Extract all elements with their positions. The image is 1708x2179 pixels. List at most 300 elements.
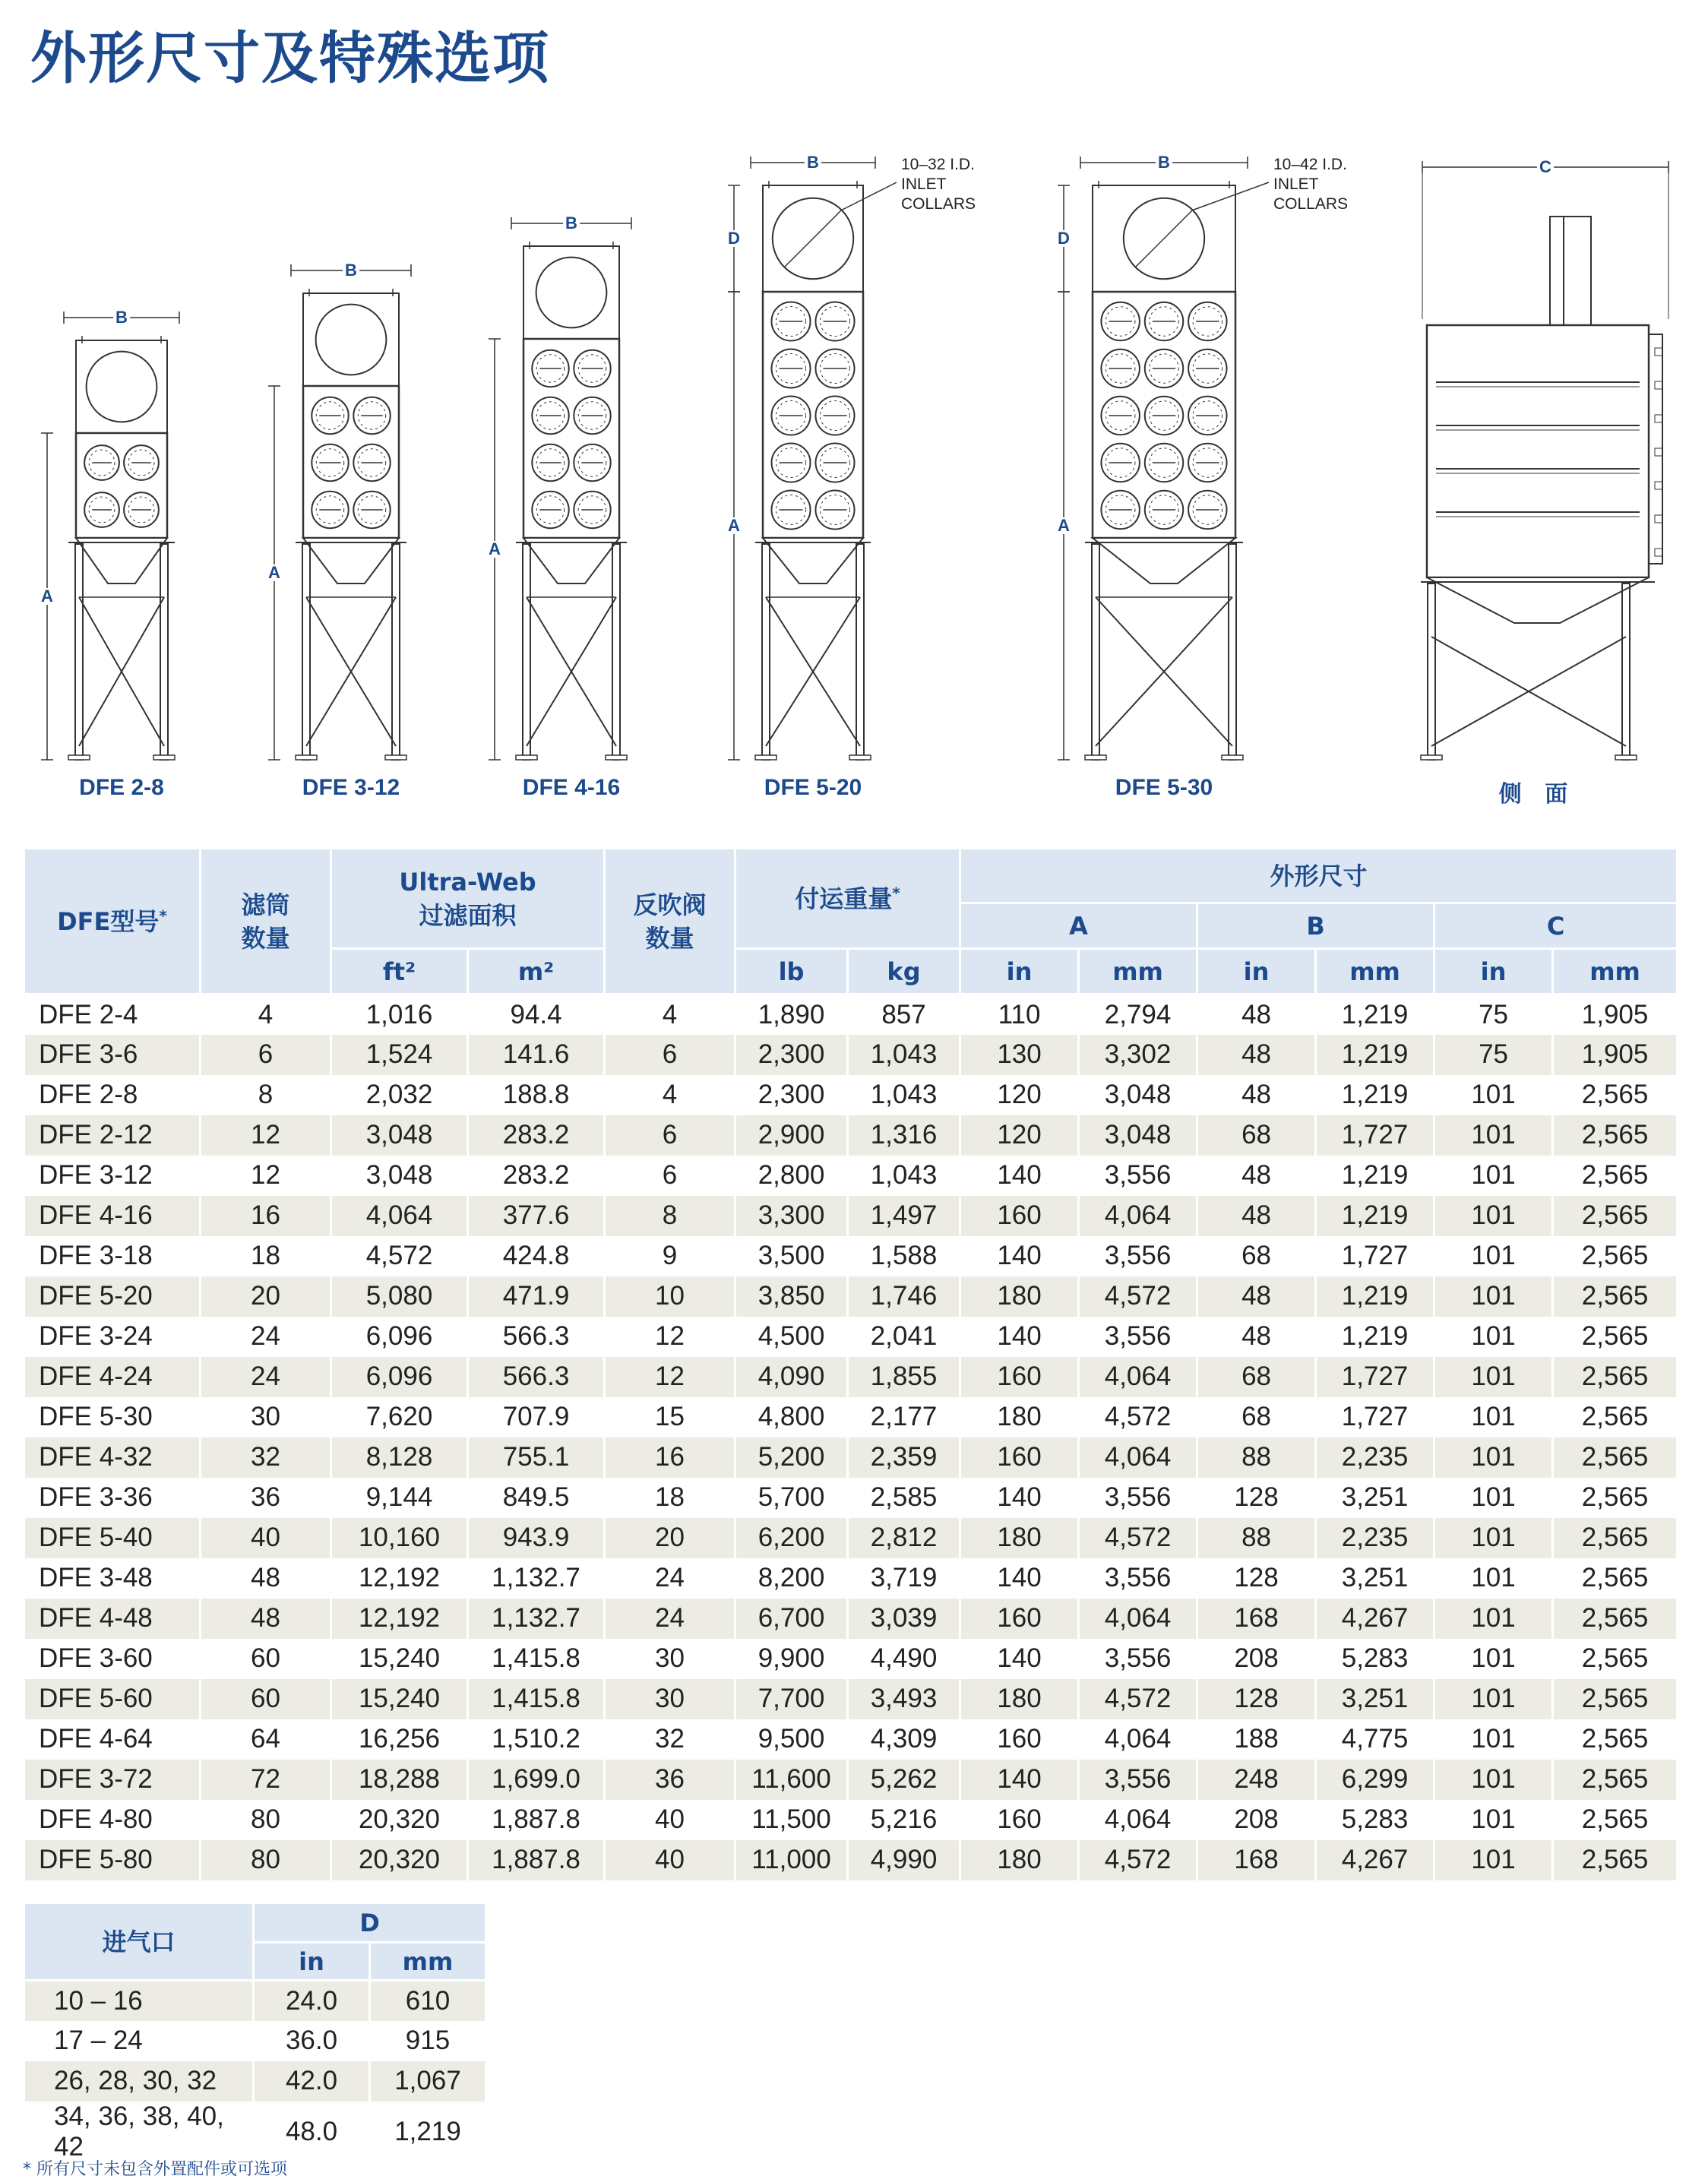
cell-weight-lb: 5,700 xyxy=(735,1478,848,1518)
cell-area-ft2: 12,192 xyxy=(331,1599,468,1639)
table-row xyxy=(24,1639,1678,1679)
cell-filters: 36 xyxy=(201,1478,331,1518)
cell-area-m2: 849.5 xyxy=(468,1478,605,1518)
dimension-label-a: A xyxy=(486,541,503,558)
cell-c-mm: 2,565 xyxy=(1553,1317,1678,1357)
cell-filters: 24 xyxy=(201,1317,331,1357)
cell-weight-kg: 5,262 xyxy=(848,1760,960,1800)
cell-weight-kg: 1,746 xyxy=(848,1276,960,1317)
cell-a-in: 160 xyxy=(960,1599,1079,1639)
cell-a-mm: 4,572 xyxy=(1079,1518,1197,1558)
table-row xyxy=(24,1558,1678,1599)
cell-weight-lb: 3,300 xyxy=(735,1196,848,1236)
support-leg xyxy=(1092,544,1099,760)
cell-model: DFE 4-16 xyxy=(24,1196,201,1236)
side-foot-plate xyxy=(1421,755,1442,760)
cell-c-in: 101 xyxy=(1434,1478,1553,1518)
table-row xyxy=(24,2061,486,2102)
cell-a-in: 140 xyxy=(960,1639,1079,1679)
hopper xyxy=(303,538,399,583)
cell-area-m2: 566.3 xyxy=(468,1317,605,1357)
table-row xyxy=(24,1800,1678,1840)
cell-valves: 30 xyxy=(605,1679,735,1719)
cell-c-mm: 2,565 xyxy=(1553,1800,1678,1840)
cell-model: DFE 3-6 xyxy=(24,1035,201,1075)
support-leg xyxy=(762,544,770,760)
cell-c-mm: 2,565 xyxy=(1553,1639,1678,1679)
cell-valves: 18 xyxy=(605,1478,735,1518)
header-inlet-d: D xyxy=(254,1903,486,1943)
dimension-drawings xyxy=(0,137,1708,821)
dimension-label-b: B xyxy=(1156,154,1172,171)
dimension-label-b: B xyxy=(805,154,821,171)
cell-area-ft2: 3,048 xyxy=(331,1156,468,1196)
cell-a-mm: 3,556 xyxy=(1079,1760,1197,1800)
cell-weight-kg: 3,719 xyxy=(848,1558,960,1599)
cell-model: DFE 3-48 xyxy=(24,1558,201,1599)
cell-c-in: 101 xyxy=(1434,1437,1553,1478)
cell-a-in: 140 xyxy=(960,1558,1079,1599)
cell-weight-lb: 3,500 xyxy=(735,1236,848,1276)
cell-d-mm: 1,067 xyxy=(370,2061,486,2102)
cell-a-mm: 3,556 xyxy=(1079,1317,1197,1357)
cell-weight-kg: 857 xyxy=(848,995,960,1035)
cell-b-mm: 1,219 xyxy=(1316,1317,1434,1357)
cell-d-in: 24.0 xyxy=(254,1981,370,2021)
cell-b-mm: 5,283 xyxy=(1316,1639,1434,1679)
cell-area-m2: 566.3 xyxy=(468,1357,605,1397)
cell-area-ft2: 2,032 xyxy=(331,1075,468,1115)
cell-c-mm: 2,565 xyxy=(1553,1156,1678,1196)
side-support-leg xyxy=(1428,583,1435,760)
cell-filters: 40 xyxy=(201,1518,331,1558)
cell-area-ft2: 7,620 xyxy=(331,1397,468,1437)
side-door-panel xyxy=(1649,334,1662,564)
cell-b-in: 68 xyxy=(1197,1357,1316,1397)
inlet-table-body xyxy=(24,1981,486,2162)
cell-filters: 6 xyxy=(201,1035,331,1075)
cell-b-in: 68 xyxy=(1197,1397,1316,1437)
cell-b-in: 48 xyxy=(1197,1075,1316,1115)
cell-area-m2: 1,132.7 xyxy=(468,1599,605,1639)
cell-valves: 24 xyxy=(605,1599,735,1639)
cell-area-m2: 377.6 xyxy=(468,1196,605,1236)
cell-a-mm: 3,556 xyxy=(1079,1558,1197,1599)
unit-label: DFE 4-16 xyxy=(522,775,621,800)
table-row xyxy=(24,1981,486,2021)
cell-area-ft2: 6,096 xyxy=(331,1317,468,1357)
cell-model: DFE 4-80 xyxy=(24,1800,201,1840)
cell-a-mm: 3,556 xyxy=(1079,1478,1197,1518)
cell-b-in: 128 xyxy=(1197,1679,1316,1719)
cell-c-in: 101 xyxy=(1434,1236,1553,1276)
cell-a-in: 110 xyxy=(960,995,1079,1035)
cell-filters: 24 xyxy=(201,1357,331,1397)
dimension-label-b: B xyxy=(563,215,580,232)
dimension-label-b: B xyxy=(113,309,130,326)
cell-model: DFE 3-24 xyxy=(24,1317,201,1357)
cell-c-in: 75 xyxy=(1434,995,1553,1035)
cell-a-mm: 4,064 xyxy=(1079,1357,1197,1397)
header-m2: m² xyxy=(468,949,605,995)
cell-d-mm: 1,219 xyxy=(370,2102,486,2162)
cell-a-mm: 4,064 xyxy=(1079,1800,1197,1840)
cell-weight-lb: 6,200 xyxy=(735,1518,848,1558)
header-filter-area: Ultra-Web 过滤面积 xyxy=(331,849,605,949)
cell-c-in: 101 xyxy=(1434,1115,1553,1156)
cell-c-in: 75 xyxy=(1434,1035,1553,1075)
cell-c-in: 101 xyxy=(1434,1558,1553,1599)
dimension-label-a: A xyxy=(39,588,55,605)
cell-c-in: 101 xyxy=(1434,1840,1553,1880)
cell-model: DFE 4-24 xyxy=(24,1357,201,1397)
cell-valves: 16 xyxy=(605,1437,735,1478)
side-hopper xyxy=(1427,577,1649,623)
cell-b-in: 88 xyxy=(1197,1437,1316,1478)
dimension-label-b: C xyxy=(1537,159,1554,176)
foot-plate xyxy=(1085,755,1106,760)
table-row xyxy=(24,1317,1678,1357)
cell-valves: 9 xyxy=(605,1236,735,1276)
collector-drawings-svg xyxy=(0,137,1708,821)
cell-a-mm: 4,572 xyxy=(1079,1840,1197,1880)
cell-a-mm: 3,556 xyxy=(1079,1639,1197,1679)
side-inlet-flange xyxy=(1550,217,1564,325)
cell-c-in: 101 xyxy=(1434,1639,1553,1679)
cell-area-m2: 94.4 xyxy=(468,995,605,1035)
cell-inlet-range: 34, 36, 38, 40, 42 xyxy=(24,2102,254,2162)
cell-area-m2: 188.8 xyxy=(468,1075,605,1115)
header-dim-c: C xyxy=(1434,903,1678,949)
header-a-mm: mm xyxy=(1079,949,1197,995)
page-title: 外形尺寸及特殊选项 xyxy=(30,26,550,91)
cell-b-mm: 3,251 xyxy=(1316,1478,1434,1518)
cell-d-mm: 915 xyxy=(370,2021,486,2061)
header-kg: kg xyxy=(848,949,960,995)
inlet-collar-icon xyxy=(536,258,607,328)
cell-d-in: 48.0 xyxy=(254,2102,370,2162)
dimensions-table-body xyxy=(24,995,1678,1880)
cell-a-in: 140 xyxy=(960,1236,1079,1276)
cell-a-in: 140 xyxy=(960,1317,1079,1357)
foot-plate xyxy=(755,755,777,760)
header-dim-a: A xyxy=(960,903,1197,949)
cell-b-in: 48 xyxy=(1197,995,1316,1035)
table-row xyxy=(24,1719,1678,1760)
footnote: * 所有尺寸未包含外置配件或可选项 xyxy=(23,2160,287,2179)
inlet-collar-icon xyxy=(87,352,157,422)
side-bolt xyxy=(1655,515,1662,523)
cell-filters: 48 xyxy=(201,1558,331,1599)
side-support-leg xyxy=(1622,583,1630,760)
cell-filters: 72 xyxy=(201,1760,331,1800)
side-bolt xyxy=(1655,448,1662,456)
unit-label: DFE 5-20 xyxy=(764,775,862,800)
cell-area-ft2: 20,320 xyxy=(331,1800,468,1840)
cell-b-mm: 3,251 xyxy=(1316,1558,1434,1599)
cell-a-in: 120 xyxy=(960,1075,1079,1115)
cell-c-in: 101 xyxy=(1434,1679,1553,1719)
cell-d-in: 42.0 xyxy=(254,2061,370,2102)
cell-c-in: 101 xyxy=(1434,1317,1553,1357)
header-b-mm: mm xyxy=(1316,949,1434,995)
callout-leader-line xyxy=(1192,182,1269,210)
cell-a-mm: 4,064 xyxy=(1079,1599,1197,1639)
support-leg xyxy=(523,544,530,760)
cell-valves: 32 xyxy=(605,1719,735,1760)
cell-c-mm: 2,565 xyxy=(1553,1760,1678,1800)
cell-filters: 12 xyxy=(201,1115,331,1156)
cell-filters: 64 xyxy=(201,1719,331,1760)
cell-weight-lb: 11,500 xyxy=(735,1800,848,1840)
cell-model: DFE 2-12 xyxy=(24,1115,201,1156)
cell-filters: 4 xyxy=(201,995,331,1035)
cell-b-in: 88 xyxy=(1197,1518,1316,1558)
cell-weight-lb: 8,200 xyxy=(735,1558,848,1599)
side-inlet-stub xyxy=(1564,217,1591,325)
cell-area-m2: 141.6 xyxy=(468,1035,605,1075)
header-a-in: in xyxy=(960,949,1079,995)
dimension-label-a: A xyxy=(266,565,283,581)
foot-plate xyxy=(153,755,175,760)
cell-a-in: 160 xyxy=(960,1719,1079,1760)
foot-plate xyxy=(68,755,90,760)
cell-c-in: 101 xyxy=(1434,1075,1553,1115)
cell-valves: 8 xyxy=(605,1196,735,1236)
cell-c-in: 101 xyxy=(1434,1760,1553,1800)
foot-plate xyxy=(385,755,406,760)
cell-b-mm: 1,727 xyxy=(1316,1236,1434,1276)
cell-weight-lb: 2,300 xyxy=(735,1075,848,1115)
cell-weight-lb: 4,800 xyxy=(735,1397,848,1437)
cell-b-mm: 1,727 xyxy=(1316,1397,1434,1437)
foot-plate xyxy=(516,755,537,760)
cell-weight-kg: 3,039 xyxy=(848,1599,960,1639)
callout-leader-line xyxy=(841,182,897,210)
cell-model: DFE 5-20 xyxy=(24,1276,201,1317)
cell-valves: 4 xyxy=(605,1075,735,1115)
cell-b-in: 208 xyxy=(1197,1639,1316,1679)
support-leg xyxy=(75,544,83,760)
header-c-mm: mm xyxy=(1553,949,1678,995)
cell-a-in: 160 xyxy=(960,1800,1079,1840)
support-leg xyxy=(160,544,168,760)
cell-b-in: 68 xyxy=(1197,1236,1316,1276)
header-ft2: ft² xyxy=(331,949,468,995)
cell-b-in: 128 xyxy=(1197,1478,1316,1518)
cell-a-mm: 3,556 xyxy=(1079,1236,1197,1276)
table-row xyxy=(24,1437,1678,1478)
cell-filters: 20 xyxy=(201,1276,331,1317)
cell-c-in: 101 xyxy=(1434,1599,1553,1639)
cell-a-in: 180 xyxy=(960,1397,1079,1437)
cell-valves: 40 xyxy=(605,1800,735,1840)
table-row xyxy=(24,1518,1678,1558)
hopper xyxy=(1093,538,1235,583)
cell-c-mm: 2,565 xyxy=(1553,1518,1678,1558)
cell-model: DFE 3-72 xyxy=(24,1760,201,1800)
cell-weight-lb: 5,200 xyxy=(735,1437,848,1478)
side-bolt xyxy=(1655,415,1662,422)
cell-area-m2: 1,699.0 xyxy=(468,1760,605,1800)
cell-b-mm: 5,283 xyxy=(1316,1800,1434,1840)
side-view-label: 侧 面 xyxy=(1498,781,1576,808)
cell-c-mm: 2,565 xyxy=(1553,1075,1678,1115)
cell-c-in: 101 xyxy=(1434,1518,1553,1558)
cell-a-in: 160 xyxy=(960,1437,1079,1478)
cell-b-mm: 1,727 xyxy=(1316,1115,1434,1156)
cell-a-in: 160 xyxy=(960,1357,1079,1397)
side-bolt xyxy=(1655,549,1662,556)
table-row xyxy=(24,1397,1678,1437)
cell-area-m2: 943.9 xyxy=(468,1518,605,1558)
cell-area-m2: 1,132.7 xyxy=(468,1558,605,1599)
side-foot-plate xyxy=(1615,755,1637,760)
dimension-label-b: B xyxy=(343,262,359,279)
cell-weight-kg: 2,041 xyxy=(848,1317,960,1357)
table-row xyxy=(24,2102,486,2162)
cell-valves: 10 xyxy=(605,1276,735,1317)
cell-area-m2: 1,887.8 xyxy=(468,1840,605,1880)
header-b-in: in xyxy=(1197,949,1316,995)
header-filters: 滤筒 数量 xyxy=(201,849,331,995)
cell-b-mm: 2,235 xyxy=(1316,1518,1434,1558)
table-row xyxy=(24,1035,1678,1075)
cell-b-in: 128 xyxy=(1197,1558,1316,1599)
support-leg xyxy=(1229,544,1236,760)
cell-model: DFE 3-18 xyxy=(24,1236,201,1276)
cell-c-in: 101 xyxy=(1434,1196,1553,1236)
foot-plate xyxy=(1222,755,1243,760)
cell-filters: 12 xyxy=(201,1156,331,1196)
cell-b-in: 248 xyxy=(1197,1760,1316,1800)
cell-d-in: 36.0 xyxy=(254,2021,370,2061)
cell-filters: 30 xyxy=(201,1397,331,1437)
cell-c-mm: 2,565 xyxy=(1553,1558,1678,1599)
cell-weight-kg: 5,216 xyxy=(848,1800,960,1840)
cell-filters: 80 xyxy=(201,1840,331,1880)
cell-model: DFE 4-48 xyxy=(24,1599,201,1639)
cell-model: DFE 4-32 xyxy=(24,1437,201,1478)
unit-label: DFE 5-30 xyxy=(1115,775,1213,800)
cell-a-mm: 4,572 xyxy=(1079,1397,1197,1437)
cell-b-mm: 4,267 xyxy=(1316,1840,1434,1880)
cell-weight-lb: 11,000 xyxy=(735,1840,848,1880)
cell-area-ft2: 15,240 xyxy=(331,1639,468,1679)
cell-c-mm: 2,565 xyxy=(1553,1599,1678,1639)
cell-area-ft2: 20,320 xyxy=(331,1840,468,1880)
cell-area-ft2: 4,572 xyxy=(331,1236,468,1276)
cell-area-ft2: 6,096 xyxy=(331,1357,468,1397)
cell-valves: 40 xyxy=(605,1840,735,1880)
cell-b-in: 68 xyxy=(1197,1115,1316,1156)
side-bolt xyxy=(1655,381,1662,389)
table-row xyxy=(24,995,1678,1035)
cell-weight-kg: 2,359 xyxy=(848,1437,960,1478)
cell-b-in: 168 xyxy=(1197,1840,1316,1880)
cell-valves: 6 xyxy=(605,1115,735,1156)
cell-b-in: 48 xyxy=(1197,1156,1316,1196)
cell-area-m2: 1,415.8 xyxy=(468,1639,605,1679)
callout-inlet-collars-2: 10–42 I.D. INLET COLLARS xyxy=(1273,156,1349,213)
support-leg xyxy=(856,544,864,760)
cell-area-ft2: 8,128 xyxy=(331,1437,468,1478)
cell-model: DFE 2-8 xyxy=(24,1075,201,1115)
callout-inlet-collars-1: 10–32 I.D. INLET COLLARS xyxy=(901,156,976,213)
cell-c-mm: 2,565 xyxy=(1553,1437,1678,1478)
table-row xyxy=(24,1357,1678,1397)
cell-filters: 60 xyxy=(201,1639,331,1679)
dimension-label-d: D xyxy=(726,230,742,247)
cell-c-mm: 2,565 xyxy=(1553,1357,1678,1397)
dimension-label-a: A xyxy=(1055,517,1072,534)
cell-c-mm: 2,565 xyxy=(1553,1478,1678,1518)
cell-area-ft2: 4,064 xyxy=(331,1196,468,1236)
cell-c-mm: 2,565 xyxy=(1553,1397,1678,1437)
cell-b-mm: 4,267 xyxy=(1316,1599,1434,1639)
cell-inlet-range: 10 – 16 xyxy=(24,1981,254,2021)
cell-area-m2: 707.9 xyxy=(468,1397,605,1437)
cell-b-mm: 1,727 xyxy=(1316,1357,1434,1397)
cell-filters: 48 xyxy=(201,1599,331,1639)
cell-area-m2: 283.2 xyxy=(468,1156,605,1196)
cell-b-mm: 1,219 xyxy=(1316,1075,1434,1115)
cell-a-in: 120 xyxy=(960,1115,1079,1156)
cell-weight-lb: 9,500 xyxy=(735,1719,848,1760)
cell-model: DFE 3-12 xyxy=(24,1156,201,1196)
cell-a-in: 180 xyxy=(960,1518,1079,1558)
cell-b-mm: 3,251 xyxy=(1316,1679,1434,1719)
dimension-label-a: A xyxy=(726,517,742,534)
cell-weight-kg: 2,812 xyxy=(848,1518,960,1558)
cell-valves: 6 xyxy=(605,1156,735,1196)
header-dimensions: 外形尺寸 xyxy=(960,849,1678,903)
cell-area-ft2: 15,240 xyxy=(331,1679,468,1719)
header-inlet-mm: mm xyxy=(370,1943,486,1981)
cell-filters: 80 xyxy=(201,1800,331,1840)
cell-valves: 20 xyxy=(605,1518,735,1558)
cell-model: DFE 5-60 xyxy=(24,1679,201,1719)
table-row xyxy=(24,1196,1678,1236)
cell-b-mm: 4,775 xyxy=(1316,1719,1434,1760)
cell-weight-kg: 1,043 xyxy=(848,1075,960,1115)
cell-a-mm: 3,048 xyxy=(1079,1075,1197,1115)
cell-d-mm: 610 xyxy=(370,1981,486,2021)
cell-area-ft2: 18,288 xyxy=(331,1760,468,1800)
cell-weight-kg: 4,309 xyxy=(848,1719,960,1760)
cell-area-ft2: 12,192 xyxy=(331,1558,468,1599)
cell-weight-lb: 9,900 xyxy=(735,1639,848,1679)
cell-a-mm: 3,048 xyxy=(1079,1115,1197,1156)
cell-b-in: 188 xyxy=(1197,1719,1316,1760)
cell-b-mm: 2,235 xyxy=(1316,1437,1434,1478)
table-row xyxy=(24,1156,1678,1196)
cell-model: DFE 3-60 xyxy=(24,1639,201,1679)
side-bolt xyxy=(1655,482,1662,489)
table-row xyxy=(24,1115,1678,1156)
cell-b-in: 208 xyxy=(1197,1800,1316,1840)
cell-weight-kg: 1,316 xyxy=(848,1115,960,1156)
cell-model: DFE 5-80 xyxy=(24,1840,201,1880)
cell-weight-lb: 7,700 xyxy=(735,1679,848,1719)
cell-a-in: 130 xyxy=(960,1035,1079,1075)
header-inlet: 进气口 xyxy=(24,1903,254,1981)
header-valves: 反吹阀 数量 xyxy=(605,849,735,995)
cell-area-m2: 1,415.8 xyxy=(468,1679,605,1719)
support-leg xyxy=(392,544,400,760)
cell-b-mm: 1,219 xyxy=(1316,1276,1434,1317)
cell-area-m2: 424.8 xyxy=(468,1236,605,1276)
